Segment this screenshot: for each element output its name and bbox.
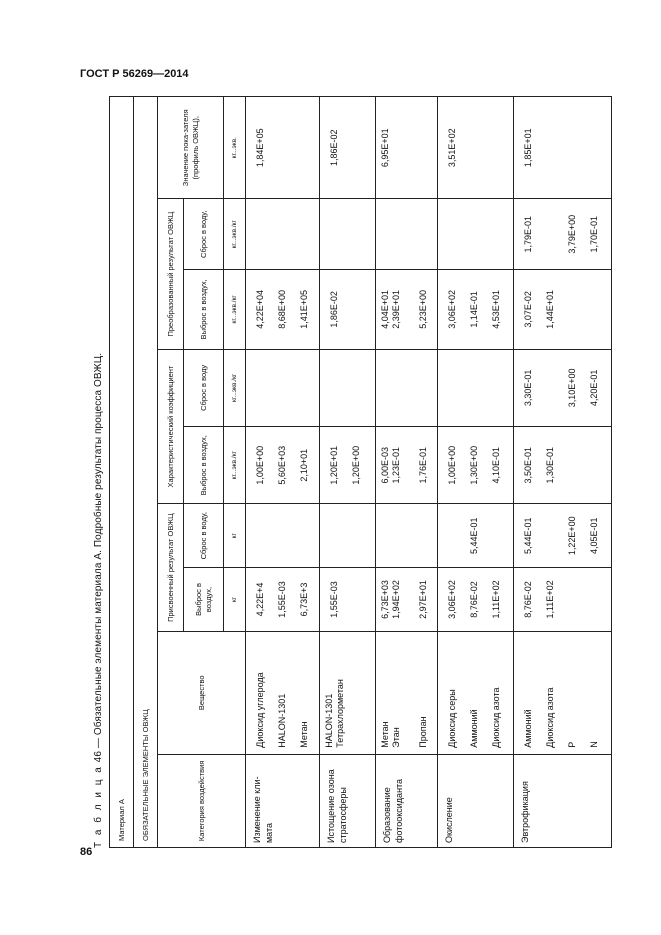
ck-water-cell bbox=[246, 349, 320, 426]
indicator-cell: 1,84E+05 bbox=[246, 97, 320, 200]
col-header-category: Категория воздействия bbox=[158, 754, 246, 847]
table-row bbox=[320, 97, 376, 848]
conv-air-cell: 3,06E+02 1,14E-01 4,53E+01 bbox=[438, 270, 514, 350]
water-cell bbox=[320, 504, 376, 568]
conv-air-cell: 1,86E-02 bbox=[320, 270, 376, 350]
air-cell: 3,06E+02 8,76E-02 1,11E+02 bbox=[438, 568, 514, 632]
header-row-1 bbox=[158, 97, 184, 848]
substance-cell: Диоксид серы Аммоний Диоксид азота bbox=[438, 631, 514, 754]
col-header-substance: Вещество bbox=[158, 631, 246, 754]
subheader-water: Сброс в воду, bbox=[184, 504, 224, 568]
section-label: ОБЯЗАТЕЛЬНЫЕ ЭЛЕМЕНТЫ ОВЖЦ bbox=[134, 97, 158, 848]
unit-ck-water: кг...экв./кг bbox=[224, 349, 246, 426]
material-row bbox=[110, 97, 134, 848]
water-cell: 5,44E-01 1,22E+00 4,05E-01 bbox=[514, 504, 612, 568]
subheader-conv-air: Выброс в воздух, bbox=[184, 270, 224, 350]
table-row bbox=[514, 97, 612, 848]
subheader-air: Выброс в воздух, bbox=[184, 568, 224, 632]
ck-air-cell: 6,00E-03 1,23E-01 1,76E-01 bbox=[376, 427, 438, 504]
conv-water-cell bbox=[438, 199, 514, 270]
col-header-converted: Преобразованный результат ОВЖЦ bbox=[158, 199, 184, 349]
unit-kg-water: кг bbox=[224, 504, 246, 568]
ck-water-cell: 3,30E-01 3,10E+00 4,20E-01 bbox=[514, 349, 612, 426]
air-cell: 6,73E+03 1,94E+02 2,97E+01 bbox=[376, 568, 438, 632]
unit-indicator: кг...экв. bbox=[224, 97, 246, 200]
indicator-cell: 1,86E-02 bbox=[320, 97, 376, 200]
category-cell: Изменение кли-мата bbox=[246, 754, 320, 847]
substance-cell: Метан Этан Пропан bbox=[376, 631, 438, 754]
substance-cell: HALON-1301 Тетрахлорметан bbox=[320, 631, 376, 754]
category-cell: Образование фотооксиданта bbox=[376, 754, 438, 847]
results-table bbox=[109, 96, 612, 848]
subheader-ck-water: Сброс в воду bbox=[184, 349, 224, 426]
ck-water-cell bbox=[376, 349, 438, 426]
water-cell bbox=[246, 504, 320, 568]
ck-air-cell: 1,20E+01 1,20E+00 bbox=[320, 427, 376, 504]
caption-prefix: Т а б л и ц а bbox=[93, 765, 104, 848]
ck-air-cell: 1,00E+00 5,60E+03 2,10+01 bbox=[246, 427, 320, 504]
substance-cell: Аммоний Диоксид азота P N bbox=[514, 631, 612, 754]
category-cell: Эвтрофикация bbox=[514, 754, 612, 847]
conv-water-cell: 1,79E-01 3,79E+00 1,70E-01 bbox=[514, 199, 612, 270]
section-row bbox=[134, 97, 158, 848]
page-number: 86 bbox=[80, 846, 93, 858]
conv-water-cell bbox=[246, 199, 320, 270]
table-row bbox=[376, 97, 438, 848]
ck-air-cell: 1,00E+00 1,30E+00 4,10E-01 bbox=[438, 427, 514, 504]
indicator-cell: 6,95E+01 bbox=[376, 97, 438, 200]
indicator-cell: 1,85E+01 bbox=[514, 97, 612, 200]
ck-air-cell: 3,50E-01 1,30E-01 bbox=[514, 427, 612, 504]
material-label: Материал А bbox=[110, 97, 134, 848]
conv-water-cell bbox=[320, 199, 376, 270]
table-row bbox=[246, 97, 320, 848]
col-header-indicator: Значение пока-зателя (профиль ОВЖЦ), bbox=[158, 97, 224, 200]
air-cell: 8,76E-02 1,11E+02 bbox=[514, 568, 612, 632]
conv-air-cell: 3,07E-02 1,44E+01 bbox=[514, 270, 612, 350]
col-header-char-factor: Характеристический коэффициент bbox=[158, 349, 184, 504]
subheader-ck-air: Выброс в воздух, bbox=[184, 427, 224, 504]
document-header: ГОСТ Р 56269—2014 bbox=[80, 68, 189, 80]
ck-water-cell bbox=[320, 349, 376, 426]
air-cell: 1,55E-03 bbox=[320, 568, 376, 632]
conv-air-cell: 4,04E+01 2,39E+01 5,23E+00 bbox=[376, 270, 438, 350]
conv-water-cell bbox=[376, 199, 438, 270]
rotated-table-block bbox=[93, 96, 603, 848]
ck-water-cell bbox=[438, 349, 514, 426]
unit-conv-water: кг...экв./кг bbox=[224, 199, 246, 270]
water-cell: 5,44E-01 bbox=[438, 504, 514, 568]
unit-ck-air: кг...экв./кг bbox=[224, 427, 246, 504]
air-cell: 4,22E+4 1,55E-03 6,73E+3 bbox=[246, 568, 320, 632]
water-cell bbox=[376, 504, 438, 568]
unit-kg-air: кг bbox=[224, 568, 246, 632]
category-cell: Окисление bbox=[438, 754, 514, 847]
indicator-cell: 3,51E+02 bbox=[438, 97, 514, 200]
subheader-conv-water: Сброс в воду, bbox=[184, 199, 224, 270]
table-row bbox=[438, 97, 514, 848]
conv-air-cell: 4,22E+04 8,68E+00 1,41E+05 bbox=[246, 270, 320, 350]
substance-cell: Диоксид углерода HALON-1301 Метан bbox=[246, 631, 320, 754]
col-header-assigned: Присвоенный результат ОВЖЦ bbox=[158, 504, 184, 631]
category-cell: Истощение озона стратосферы bbox=[320, 754, 376, 847]
caption-text: 46 — Обязательные элементы материала А. Подробные результаты процесса ОВЖЦ. bbox=[93, 352, 104, 766]
unit-conv-air: кг...экв./кг bbox=[224, 270, 246, 350]
table-caption bbox=[93, 96, 107, 848]
